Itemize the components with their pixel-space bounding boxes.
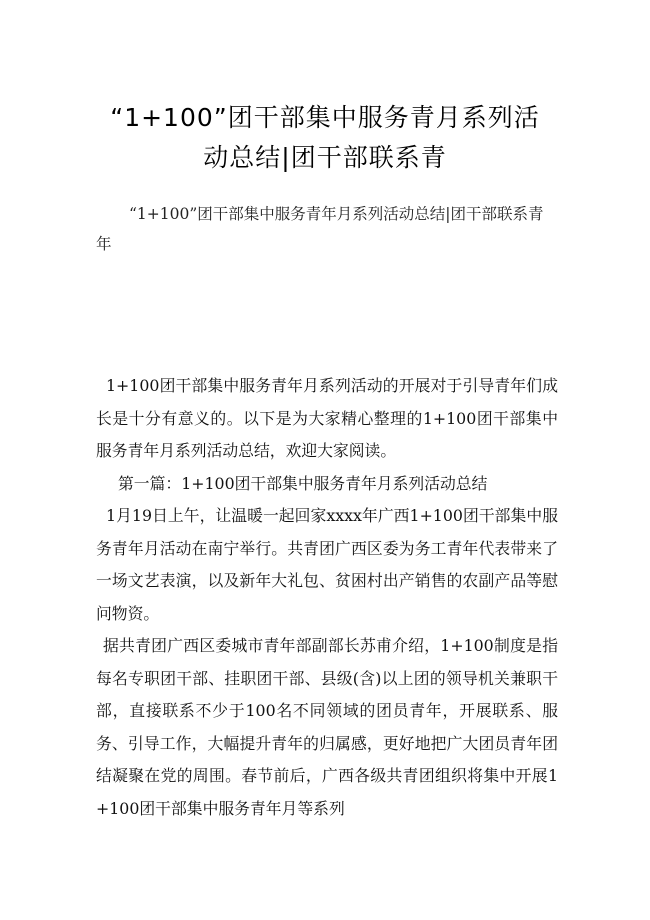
document-subtitle: “1+100”团干部集中服务青年月系列活动总结|团干部联系青年 bbox=[96, 205, 544, 253]
paragraph-event: 1月19日上午，让温暖一起回家xxxx年广西1+100团干部集中服务青年月活动在南宁举行。共青团广西区委为务工青年代表带来了一场文艺表演，以及新年大礼包、贫困村出产销售的农副产品等慰问物资。 bbox=[96, 506, 558, 623]
paragraph-intro: 1+100团干部集中服务青年月系列活动的开展对于引导青年们成长是十分有意义的。以下是为大家精心整理的1+100团干部集中服务青年月系列活动总结，欢迎大家阅读。 bbox=[96, 376, 558, 460]
document-title: “1+100”团干部集中服务青月系列活动总结|团干部联系青 bbox=[110, 103, 540, 172]
document-body bbox=[96, 370, 558, 825]
paragraph-heading-part-one: 第一篇：1+100团干部集中服务青年月系列活动总结 bbox=[118, 473, 488, 493]
paragraph-system: 据共青团广西区委城市青年部副部长苏甫介绍，1+100制度是指每名专职团干部、挂职团干部、县级(含)以上团的领导机关兼职干部，直接联系不少于100名不同领域的团员青年，开展联系、服务、引导工作，大幅提升青年的归属感，更好地把广大团员青年团结凝聚在党的周围。春节前后，广西各级共青团组织将集中开展1+100团干部集中服务青年月等系列 bbox=[96, 636, 558, 818]
